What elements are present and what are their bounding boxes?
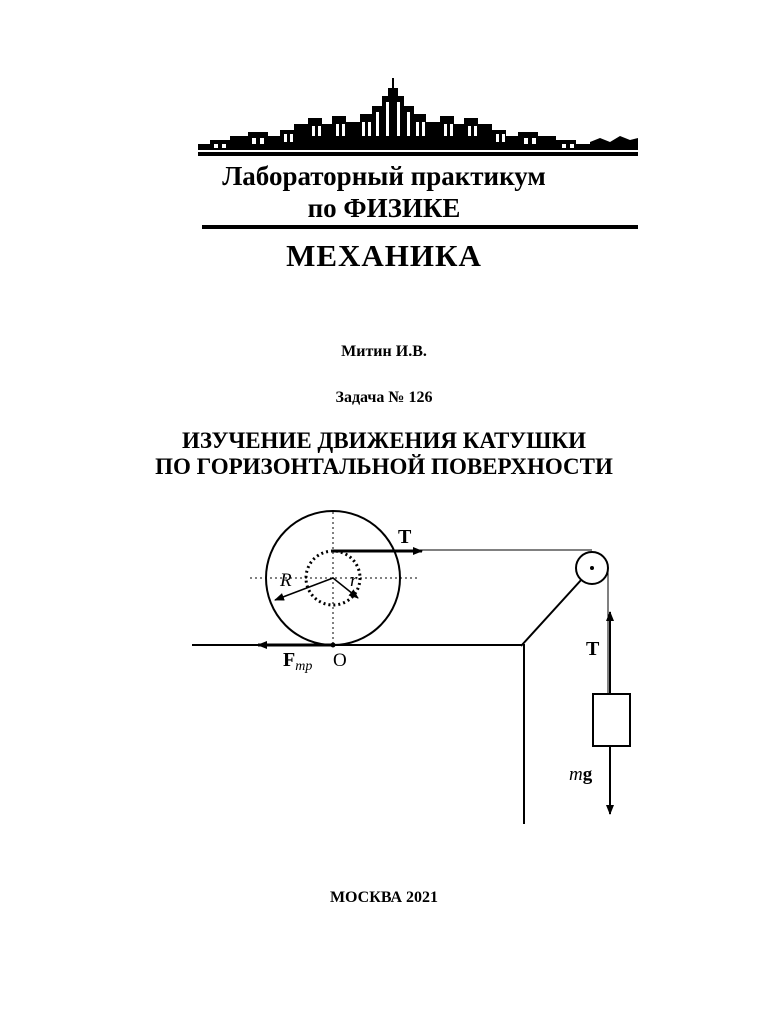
building-skyline: [198, 78, 590, 150]
lab-title: [0, 160, 768, 224]
topic-line1: ИЗУЧЕНИЕ ДВИЖЕНИЯ КАТУШКИ: [181, 428, 587, 453]
pulley-axle: [590, 566, 594, 570]
label-weight: [569, 764, 593, 785]
title-rule-bottom: [202, 225, 638, 229]
university-building-illustration: [190, 78, 646, 160]
label-friction-main: F: [283, 649, 296, 671]
lab-title-line1: Лабораторный практикум: [222, 161, 546, 191]
label-friction: [283, 649, 312, 674]
label-friction-sub: тр: [295, 659, 313, 674]
label-contact-point: O: [333, 650, 347, 671]
header-rule-thick: [198, 152, 638, 156]
label-tension-right: T: [586, 638, 600, 660]
footer-city-year: МОСКВА 2021: [329, 889, 439, 906]
topic-title: [0, 428, 768, 480]
spool-diagram: [180, 508, 640, 828]
topic-line2: ПО ГОРИЗОНТАЛЬНОЙ ПОВЕРХНОСТИ: [155, 454, 613, 479]
label-radius-inner: r: [350, 570, 358, 591]
label-weight-m: m: [569, 764, 583, 785]
contact-point-dot: [331, 643, 336, 648]
label-tension-top: T: [398, 526, 412, 548]
task-number: Задача № 126: [335, 389, 433, 406]
lab-title-line2: по ФИЗИКЕ: [307, 193, 461, 223]
author-name: Митин И.В.: [341, 343, 427, 360]
label-weight-g: g: [582, 764, 593, 785]
hanging-weight: [593, 694, 630, 746]
label-radius-outer: R: [280, 570, 292, 591]
subject-title: МЕХАНИКА: [286, 238, 482, 273]
